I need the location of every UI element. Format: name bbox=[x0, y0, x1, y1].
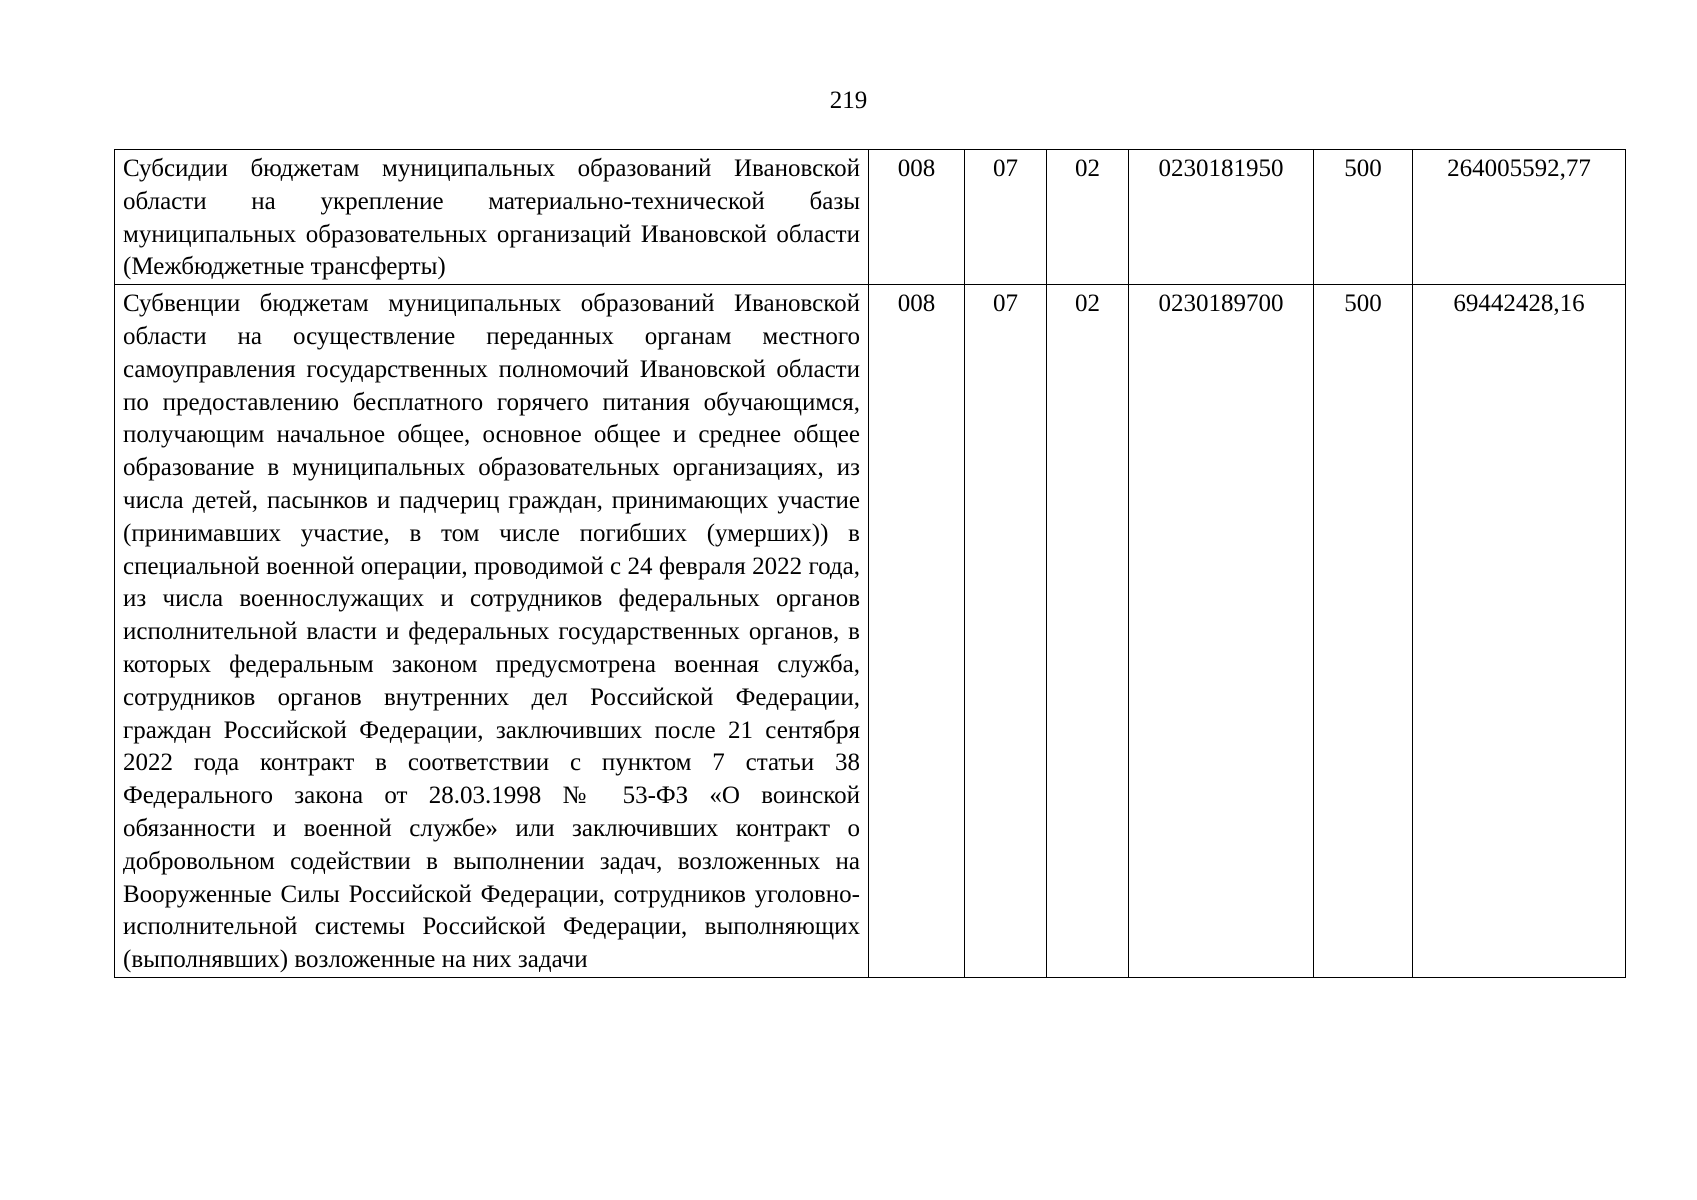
table-row bbox=[115, 150, 1626, 285]
row-expense-type-code: 500 bbox=[1314, 285, 1413, 978]
row-ved-code: 008 bbox=[869, 285, 965, 978]
row-section-code: 07 bbox=[965, 285, 1047, 978]
page-number: 219 bbox=[829, 87, 868, 114]
row-subsection-code: 02 bbox=[1047, 285, 1129, 978]
row-description: Субвенции бюджетам муниципальных образований Ивановской области на осуществление переданных органам местного самоуправления государственных полномочий Ивановской области по предоставлению бесплатного горячего питания обучающимся, получающим начальное общее, основное общее и среднее общее образование в муниципальных образовательных организациях, из числа детей, пасынков и падчериц граждан, принимающих участие (принимавших участие, в том числе погибших (умерших)) в специальной военной операции, проводимой с 24 февраля 2022 года, из числа военнослужащих и сотрудников федеральных органов исполнительной власти и федеральных государственных органов, в которых федеральным законом предусмотрена военная служба, сотрудников органов внутренних дел Российской Федерации, граждан Российской Федерации, заключивших после 21 сентября 2022 года контракт в соответствии с пунктом 7 статьи 38 Федерального закона от 28.03.1998 № 53-ФЗ «О воинской обязанности и военной службе» или заключивших контракт о добровольном содействии в выполнении задач, возложенных на Вооруженные Силы Российской Федерации, сотрудников уголовно-исполнительной системы Российской Федерации, выполняющих (выполнявших) возложенные на них задачи bbox=[115, 285, 869, 978]
row-description: Субсидии бюджетам муниципальных образований Ивановской области на укрепление материально-технической базы муниципальных образовательных организаций Ивановской области (Межбюджетные трансферты) bbox=[115, 150, 869, 285]
row-section-code: 07 bbox=[965, 150, 1047, 285]
row-sum: 69442428,16 bbox=[1413, 285, 1626, 978]
budget-table bbox=[114, 149, 1626, 978]
row-expense-type-code: 500 bbox=[1314, 150, 1413, 285]
row-sum: 264005592,77 bbox=[1413, 150, 1626, 285]
row-target-article-code: 0230181950 bbox=[1129, 150, 1314, 285]
row-subsection-code: 02 bbox=[1047, 150, 1129, 285]
row-target-article-code: 0230189700 bbox=[1129, 285, 1314, 978]
table-row bbox=[115, 285, 1626, 978]
row-ved-code: 008 bbox=[869, 150, 965, 285]
